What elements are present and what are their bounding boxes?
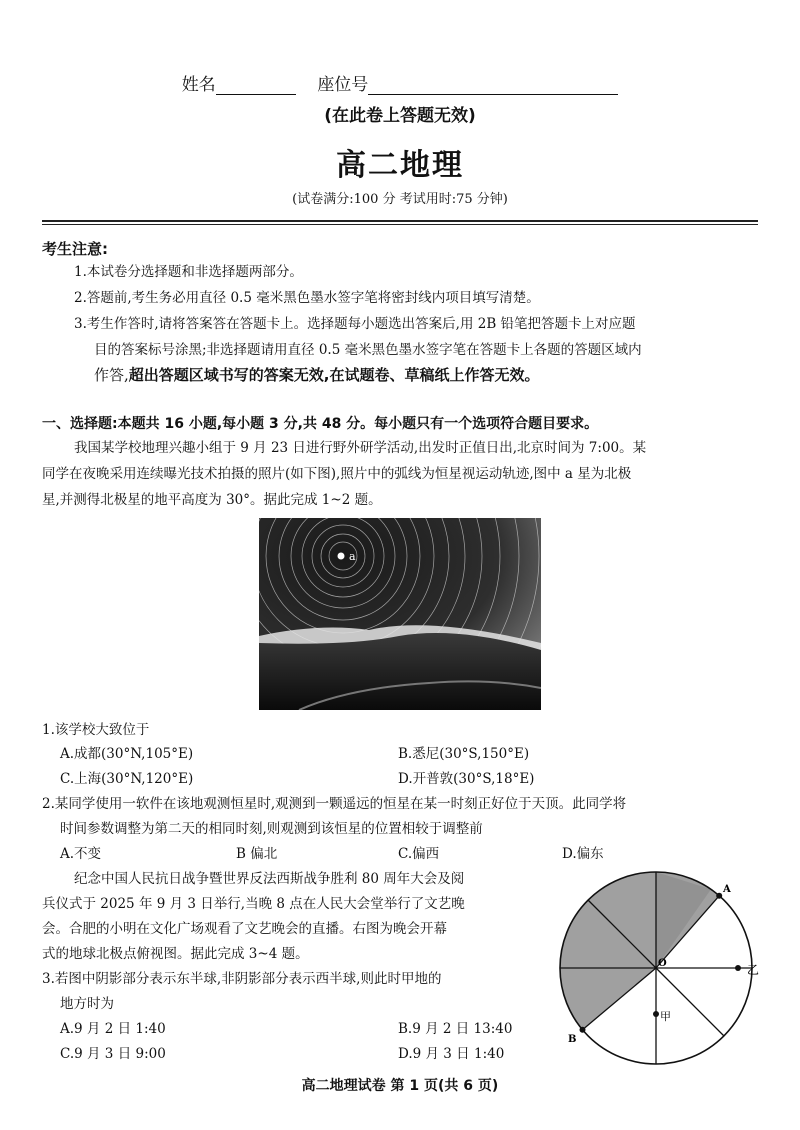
passage-line: 会。合肥的小明在文化广场观看了文艺晚会的直播。右图为晚会开幕 <box>42 921 447 937</box>
point-a <box>716 893 722 899</box>
label-o: O <box>658 958 667 969</box>
q2-stem: 时间参数调整为第二天的相同时刻,则观测到该恒星的位置相较于调整前 <box>60 821 483 837</box>
q1-option-d: D.开普敦(30°S,18°E) <box>398 771 535 787</box>
star-trail-photo <box>259 518 541 710</box>
point-b <box>580 1027 586 1033</box>
label-jia: 甲 <box>660 1010 671 1023</box>
point-yi <box>735 965 741 971</box>
q3-option-c: C.9 月 3 日 9:00 <box>60 1046 166 1062</box>
passage-line: 我国某学校地理兴趣小组于 9 月 23 日进行野外研学活动,出发时正值日出,北京时间为 7:00。某 <box>74 440 647 456</box>
q2-stem: 2.某同学使用一软件在该地观测恒星时,观测到一颗遥远的恒星在某一时刻正好位于天顶。此同学将 <box>42 796 627 812</box>
name-label: 姓名 <box>181 75 216 95</box>
q3-option-d: D.9 月 3 日 1:40 <box>398 1046 505 1062</box>
notice-item: 1.本试卷分选择题和非选择题两部分。 <box>74 264 303 280</box>
student-info-line <box>0 70 800 95</box>
q1-option-c: C.上海(30°N,120°E) <box>60 771 194 787</box>
passage-line: 星,并测得北极星的地平高度为 30°。据此完成 1~2 题。 <box>42 492 382 508</box>
passage-line: 纪念中国人民抗日战争暨世界反法西斯战争胜利 80 周年大会及阅 <box>74 871 465 887</box>
passage-line: 同学在夜晚采用连续曝光技术拍摄的照片(如下图),照片中的弧线为恒星视运动轨迹,图中 a 星为北极 <box>42 466 632 482</box>
notice-item: 3.考生作答时,请将答案答在答题卡上。选择题每小题选出答案后,用 2B 铅笔把答题卡上对应题 <box>74 316 636 332</box>
q1-option-a: A.成都(30°N,105°E) <box>60 746 194 762</box>
passage-line: 式的地球北极点俯视图。据此完成 3~4 题。 <box>42 946 309 962</box>
divider <box>42 220 758 222</box>
polaris-star <box>338 553 345 560</box>
q3-stem: 地方时为 <box>60 996 114 1012</box>
divider <box>42 224 758 225</box>
page-footer: 高二地理试卷 第 1 页(共 6 页) <box>301 1078 499 1094</box>
label-yi: 乙 <box>747 963 760 977</box>
seat-blank <box>368 76 618 95</box>
section-heading: 一、选择题:本题共 16 小题,每小题 3 分,共 48 分。每小题只有一个选项符合题目要求。 <box>42 416 599 432</box>
name-blank <box>216 76 296 95</box>
notice-item: 作答, <box>94 366 129 384</box>
q2-option-d: D.偏东 <box>562 846 604 862</box>
point-jia <box>653 1011 659 1017</box>
q3-option-b: B.9 月 2 日 13:40 <box>398 1021 513 1037</box>
q2-option-b: B 偏北 <box>236 846 278 862</box>
notice-item-last <box>94 363 539 387</box>
q3-option-a: A.9 月 2 日 1:40 <box>60 1021 166 1037</box>
notice-heading: 考生注意: <box>42 240 108 258</box>
notice-item: 目的答案标号涂黑;非选择题请用直径 0.5 毫米黑色墨水签字笔在答题卡上各题的答题区域内 <box>94 342 642 358</box>
notice-warning: 超出答题区域书写的答案无效,在试题卷、草稿纸上作答无效。 <box>128 366 540 384</box>
label-b: B <box>568 1034 577 1045</box>
q1-option-b: B.悉尼(30°S,150°E) <box>398 746 530 762</box>
q2-option-c: C.偏西 <box>398 846 440 862</box>
notice-item: 2.答题前,考生务必用直径 0.5 毫米黑色墨水签字笔将密封线内项目填写清楚。 <box>74 290 540 306</box>
north-pole-diagram <box>548 866 770 1076</box>
polaris-label: a <box>349 550 356 563</box>
page-title: 高二地理 <box>336 148 464 183</box>
label-a: A <box>723 884 731 895</box>
seat-label: 座位号 <box>317 75 369 95</box>
passage-line: 兵仪式于 2025 年 9 月 3 日举行,当晚 8 点在人民大会堂举行了文艺晚 <box>42 896 465 912</box>
q3-stem: 3.若图中阴影部分表示东半球,非阴影部分表示西半球,则此时甲地的 <box>42 971 442 987</box>
invalid-note: (在此卷上答题无效) <box>324 106 476 126</box>
q1-stem: 1.该学校大致位于 <box>42 722 150 738</box>
q2-option-a: A.不变 <box>60 846 102 862</box>
exam-subtitle: (试卷满分:100 分 考试用时:75 分钟) <box>292 192 508 207</box>
